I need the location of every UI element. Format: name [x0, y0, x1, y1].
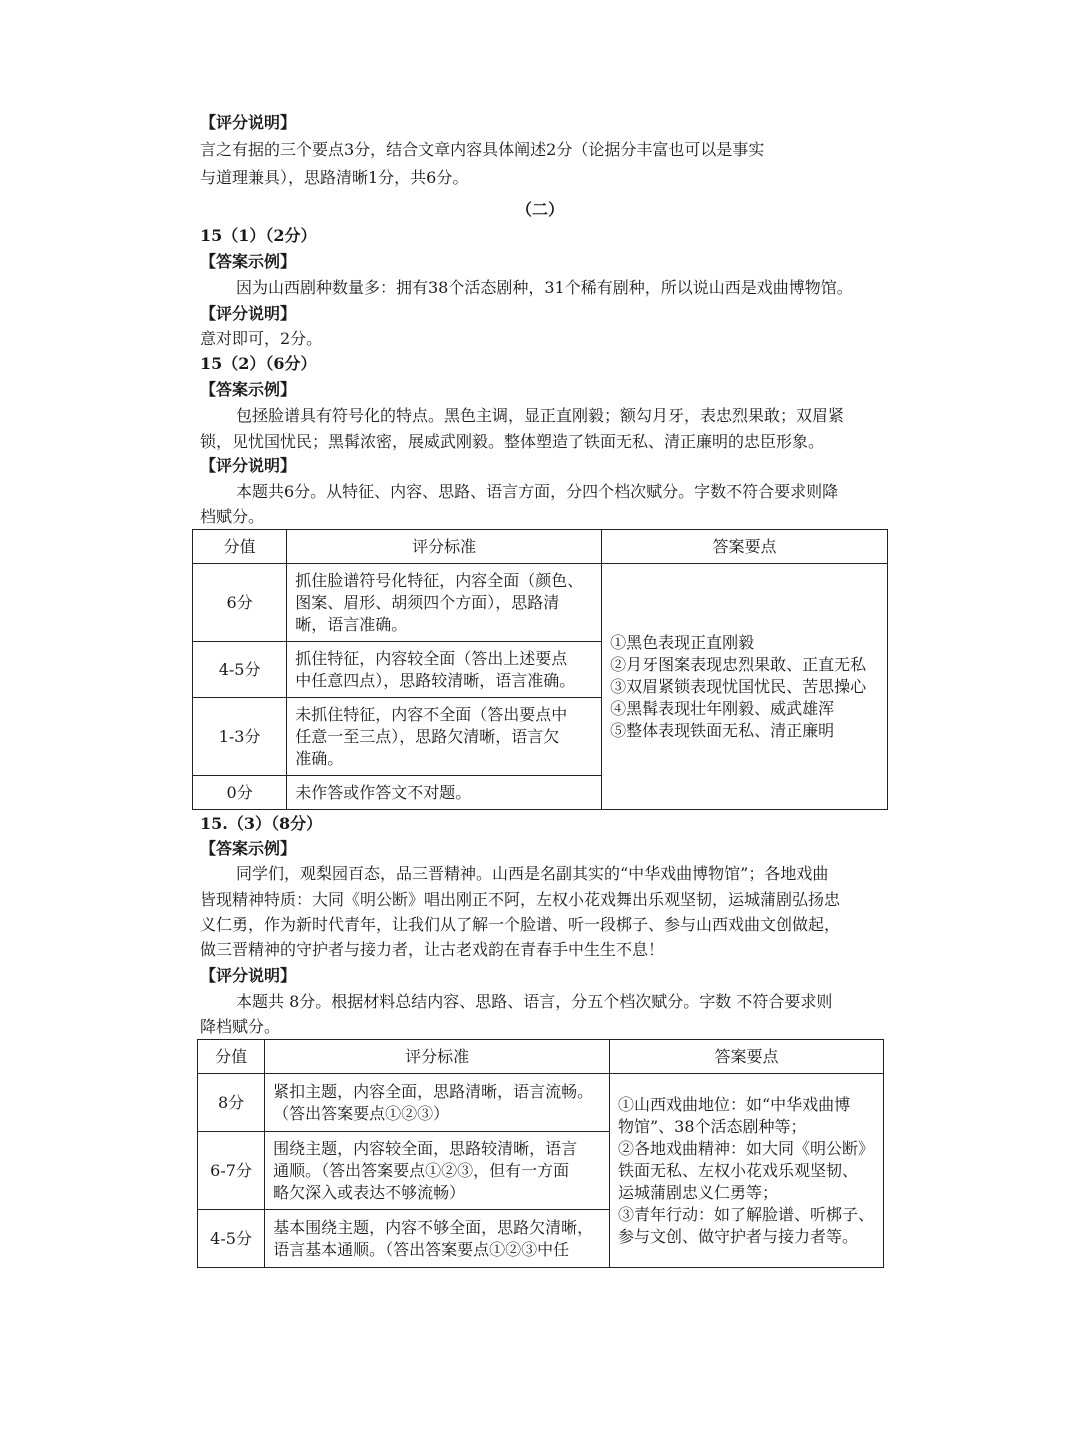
answer-point: ④黑髯表现壮年刚毅、威武雄浑: [610, 698, 835, 718]
scoring-heading: 【评分说明】: [200, 456, 297, 475]
header-points: 答案要点: [610, 1040, 884, 1074]
answer-point: ①黑色表现正直刚毅: [610, 632, 755, 652]
criteria-line: 围绕主题，内容较全面，思路较清晰，语言: [273, 1138, 578, 1158]
scoring-text-line: 与道理兼具），思路清晰1分，共6分。: [200, 168, 469, 187]
answer-point: 铁面无私、左权小花戏乐观坚韧、: [618, 1160, 859, 1180]
scoring-text-line: 本题共 8分。根据材料总结内容、思路、语言，分五个档次赋分。字数 不符合要求则: [236, 992, 833, 1011]
scoring-text: 意对即可，2分。: [200, 329, 323, 348]
criteria-line: 中任意四点），思路较清晰，语言准确。: [295, 670, 576, 690]
criteria-line: 基本围绕主题，内容不够全面，思路欠清晰，: [273, 1217, 594, 1237]
criteria-line: 晰，语言准确。: [295, 614, 408, 634]
table-header-row: [193, 530, 888, 564]
answer-point: ②各地戏曲精神：如大同《明公断》: [618, 1138, 875, 1158]
answer-heading: 【答案示例】: [200, 252, 297, 271]
scoring-table: [197, 1039, 884, 1268]
answer-point: 运城蒲剧忠义仁勇等；: [618, 1182, 779, 1202]
criteria-line: 任意一至三点），思路欠清晰，语言欠: [295, 726, 560, 746]
scoring-heading: 【评分说明】: [200, 113, 297, 132]
header-criteria: 评分标准: [265, 1040, 610, 1074]
criteria-cell: [265, 1210, 610, 1268]
table-row: [198, 1074, 884, 1132]
table-row: [193, 564, 888, 642]
criteria-line: 未抓住特征，内容不全面（答出要点中: [295, 704, 568, 724]
answer-point: ⑤整体表现铁面无私、清正廉明: [610, 720, 835, 740]
criteria-cell: [287, 564, 602, 642]
criteria-line: 图案、眉形、胡须四个方面），思路清: [295, 592, 560, 612]
scoring-heading: 【评分说明】: [200, 966, 297, 985]
criteria-line: 通顺。（答出答案要点①②③，但有一方面: [273, 1160, 570, 1180]
header-points: 答案要点: [602, 530, 888, 564]
criteria-cell: [287, 698, 602, 776]
score-cell: 4-5分: [193, 642, 287, 698]
criteria-cell: [265, 1132, 610, 1210]
answer-points-cell: [610, 1074, 884, 1268]
score-cell: 4-5分: [198, 1210, 265, 1268]
answer-point: ①山西戏曲地位：如“中华戏曲博: [618, 1094, 851, 1114]
score-cell: 8分: [198, 1074, 265, 1132]
answer-point: ③双眉紧锁表现忧国忧民、苦思操心: [610, 676, 867, 696]
scoring-text-line: 档赋分。: [200, 507, 265, 526]
criteria-line: 紧扣主题，内容全面，思路清晰，语言流畅。: [273, 1081, 594, 1101]
answer-point: ②月牙图案表现忠烈果敢、正直无私: [610, 654, 867, 674]
criteria-line: 略欠深入或表达不够流畅）: [273, 1182, 466, 1202]
score-cell: 0分: [193, 776, 287, 810]
answer-text-line: 同学们，观梨园百态，品三晋精神。山西是名副其实的“中华戏曲博物馆”；各地戏曲: [236, 864, 829, 883]
answer-heading: 【答案示例】: [200, 839, 297, 858]
header-score: 分值: [193, 530, 287, 564]
section-title: （二）: [515, 200, 564, 219]
answer-text: 因为山西剧种数量多：拥有38个活态剧种，31个稀有剧种，所以说山西是戏曲博物馆。: [236, 278, 853, 297]
answer-text-line: 做三晋精神的守护者与接力者，让古老戏韵在青春手中生生不息！: [200, 940, 665, 959]
criteria-cell: [265, 1074, 610, 1132]
criteria-cell: [287, 776, 602, 810]
header-score: 分值: [198, 1040, 265, 1074]
criteria-line: 抓住脸谱符号化特征，内容全面（颜色、: [295, 570, 584, 590]
criteria-line: 未作答或作答文不对题。: [295, 782, 472, 802]
score-cell: 1-3分: [193, 698, 287, 776]
question-label: 15（2）（6分）: [200, 354, 317, 373]
criteria-line: （答出答案要点①②③）: [273, 1103, 450, 1123]
scoring-text-line: 降档赋分。: [200, 1017, 281, 1036]
answer-heading: 【答案示例】: [200, 380, 297, 399]
criteria-line: 准确。: [295, 748, 344, 768]
scoring-table: [192, 529, 888, 810]
score-cell: 6-7分: [198, 1132, 265, 1210]
scoring-heading: 【评分说明】: [200, 304, 297, 323]
answer-points-cell: [602, 564, 888, 810]
scoring-text-line: 本题共6分。从特征、内容、思路、语言方面，分四个档次赋分。字数不符合要求则降: [236, 482, 839, 501]
criteria-cell: [287, 642, 602, 698]
answer-text-line: 义仁勇，作为新时代青年，让我们从了解一个脸谱、听一段梆子、参与山西戏曲文创做起，: [200, 915, 841, 934]
table-header-row: [198, 1040, 884, 1074]
answer-text-line: 皆现精神特质：大同《明公断》唱出刚正不阿，左权小花戏舞出乐观坚韧，运城蒲剧弘扬忠: [200, 890, 841, 909]
header-criteria: 评分标准: [287, 530, 602, 564]
answer-point: 参与文创、做守护者与接力者等。: [618, 1226, 859, 1246]
answer-point: 物馆”、38个活态剧种等；: [618, 1116, 807, 1136]
score-cell: 6分: [193, 564, 287, 642]
question-label: 15（1）（2分）: [200, 226, 317, 245]
criteria-line: 语言基本通顺。（答出答案要点①②③中任: [273, 1239, 570, 1259]
answer-text-line: 包拯脸谱具有符号化的特点。黑色主调，显正直刚毅；额勾月牙，表忠烈果敢；双眉紧: [236, 406, 845, 425]
criteria-line: 抓住特征，内容较全面（答出上述要点: [295, 648, 568, 668]
scoring-text-line: 言之有据的三个要点3分，结合文章内容具体阐述2分（论据分丰富也可以是事实: [200, 140, 765, 159]
question-label: 15.（3）（8分）: [200, 814, 323, 833]
answer-text-line: 锁，见忧国忧民；黑髯浓密，展威武刚毅。整体塑造了铁面无私、清正廉明的忠臣形象。: [200, 432, 825, 451]
answer-point: ③青年行动：如了解脸谱、听梆子、: [618, 1204, 875, 1224]
